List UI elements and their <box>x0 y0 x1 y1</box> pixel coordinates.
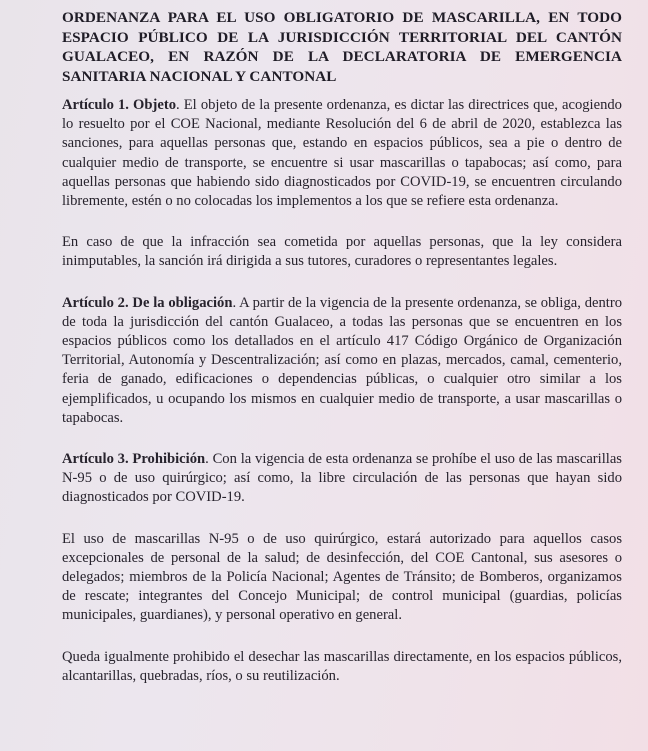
paragraph-desecho-mascarillas: Queda igualmente prohibido el desechar las mascarillas directamente, en los espacios públicos, alcantarillas, quebradas, ríos, o su reutilización. <box>62 648 622 684</box>
article-2-label: Artículo 2. De la obligación <box>62 294 233 311</box>
article-2-paragraph <box>62 294 622 428</box>
article-1-label: Artículo 1. Objeto <box>62 97 176 113</box>
paragraph-inimputables: En caso de que la infracción sea cometida por aquellas personas, que la ley considera inimputables, la sanción irá dirigida a sus tutores, curadores o representantes legales. <box>62 234 622 270</box>
article-3-paragraph <box>62 450 622 508</box>
article-1-text: . El objeto de la presente ordenanza, es dictar las directrices que, acogiendo lo resuelto por el COE Nacional, mediante Resolución del 6 de abril de 2020, establezca las sanciones, para aquellas personas que, estando en espacios públicos, sea a pie o dentro de cualquier medio de transporte, se encuentre si usar mascarillas o tapabocas; así como, para aquellas personas que habiendo sido diagnosticados por COVID-19, se encuentren circulando libremente, estén o no colocadas los implementos a los que se refiere esta ordenanza. <box>62 97 622 210</box>
paragraph-mascarillas-autorizadas: El uso de mascarillas N-95 o de uso quirúrgico, estará autorizado para aquellos casos excepcionales de personal de la salud; de desinfección, del COE Cantonal, sus asesores o delegados; miembros de la Policía Nacional; Agentes de Tránsito; de Bomberos, organizamos de rescate; integrantes del Concejo Municipal; de control municipal (guardias, policías municipales, guardianes), y personal operativo en general. <box>62 530 622 624</box>
article-3-label: Artículo 3. Prohibición <box>62 451 206 468</box>
article-1-paragraph <box>62 96 622 211</box>
article-3-text: . Con la vigencia de esta ordenanza se prohíbe el uso de las mascarillas N-95 o de uso quirúrgico; así como, la libre circulación de las personas que hayan sido diagnosticados por COVID-19. <box>62 451 622 506</box>
article-2-text: . A partir de la vigencia de la presente ordenanza, se obliga, dentro de toda la jurisdicción del cantón Gualaceo, a todas las personas que se encuentren en los espacios públicos como los detallados en el artículo 417 Código Orgánico de Organización Territorial, Autonomía y Descentralización; así como en plazas, mercados, camal, cementerio, feria de ganado, edificaciones o dependencias públicas, o cualquier otro similar a los ejemplificados, u ocupando los mismos en cualquier medio de transporte, a usar mascarillas o tapabocas. <box>62 294 622 426</box>
document-title: ORDENANZA PARA EL USO OBLIGATORIO DE MASCARILLA, EN TODO ESPACIO PÚBLICO DE LA JURISDICCIÓN TERRITORIAL DEL CANTÓN GUALACEO, EN RAZÓN DE LA DECLARATORIA DE EMERGENCIA SANITARIA NACIONAL Y CANTONAL <box>62 9 622 85</box>
